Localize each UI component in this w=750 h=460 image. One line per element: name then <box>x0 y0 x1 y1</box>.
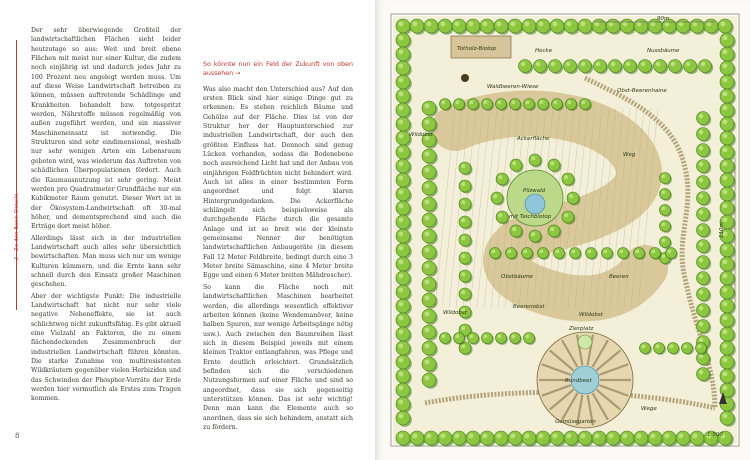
label-wildobst-left: Wildobst <box>409 132 433 138</box>
running-head: 2 · Zu den Basis-Details <box>14 193 20 260</box>
paragraph: Allerdings lässt sich in der industriellen Landwirtschaft auch alles sehr übersichtlich bewirtschaften. Man muss sich nur um wenige Kulturen kümmern, und die Ernte kann sehr schnell durch den Einsatz großer Maschinen geschehen. <box>31 234 181 289</box>
zierplatz-icon <box>578 335 592 349</box>
label-top-dimension: 90m <box>657 16 670 22</box>
label-teichbiotop: mit Teichbiotop <box>509 214 552 220</box>
label-pilzwald: Pilzwald <box>523 188 546 194</box>
paragraph: Was also macht den Unterschied aus? Auf den ersten Blick sind hier einige Dinge gut zu erkennen: Es stehen reichlich Bäume und Gehölze auf der Fläche. Dies ist von der Struktur her der Hauptunterschied zur industriellen Landwirtschaft, der auch den größten Einfluss hat. Dennoch sind genug Lücken vorhanden, sodass die Bodenebene noch ausreichend Licht hat und der Anbau von einjährigen Feldfrüchten nicht behindert wird. Auch ist alles in einer bestimmten Form angeordnet und folgt klaren Hintergrundgedanken. Die Ackerfläche schlängelt sich beispielsweise als durchgehende Fläche durch die gesamte Anlage und ist so breit wie der kleinste gemeinsame Nenner der benötigten landwirtschaftlichen Anbaugeräte (in diesem Fall 12 Meter Feldbreite, bedingt durch eine 3 Meter breite Sämaschine, eine 4 Meter breite Egge und einen 6 Meter breiten Mähdrescher). <box>203 85 353 280</box>
label-weg-top: Weg <box>623 152 636 158</box>
garden-plan-illustration <box>385 8 745 452</box>
label-beeren: Beeren <box>609 274 629 280</box>
stump-icon <box>461 74 469 82</box>
paragraph: So kann die Fläche noch mit landwirtschaftlichen Maschinen bearbeitet werden, die allerdings wesentlich effektiver arbeiten können (keine Wendemanöver, keine halben Spuren, nur wenige Arbeitsgänge nötig usw.). Auch zwischen den Baumreihen lässt sich in diesem Beispiel jeweils mit einem kleinen Traktor entlangfahren, was Pflege und Ernte deutlich erleichtert. Grundsätzlich befinden sich die verschiedenen Nutzungsformen auf einer Fläche und sind so angeordnet, dass sie sich gegenseitig unterstützen können. Das ist sehr wichtig! Denn man kann die Elemente auch so anordnen, dass sie sich behindern, anstatt sich zu fördern. <box>203 283 353 431</box>
label-hecke: Hecke <box>535 48 553 54</box>
label-totholz: Totholz-Biotop <box>457 46 497 52</box>
running-head-rule <box>16 40 17 310</box>
label-ackerflaeche: Ackerfläche <box>517 136 550 142</box>
label-gemuesegarten: Gemüsegarten <box>555 419 596 425</box>
garden-plan-svg <box>385 8 745 452</box>
label-wildobst-mid: Wildobst <box>443 310 467 316</box>
label-obst-beeren: Obst-Beerenhaine <box>617 88 667 94</box>
label-zierplatz: Zierplatz <box>569 326 594 332</box>
label-scale: 1:500 <box>707 432 723 438</box>
paragraph: Aber der wichtigste Punkt: Die industrielle Landwirtschaft hat nicht nur sehr viele negative Nebeneffekte, sie ist auch schlichtweg nicht zukunftsfähig. Es gibt aktuell eine Vielzahl an Faktoren, die zu einem flächendeckenden Zusammenbruch der industriellen Landwirtschaft führen könnten. Die starke Zunahme von multiresistenten Wildkräutern gegenüber vielen Herbiziden und das Schwinden der Phosphor-Vorräte der Erde werden hier vermutlich als Erstes zum Tragen kommen. <box>31 292 181 403</box>
text-column-left <box>31 26 181 404</box>
page-number: 8 <box>15 432 20 440</box>
pond-icon <box>525 194 545 214</box>
label-wege: Wege <box>641 406 657 412</box>
label-nussbaeume: Nussbäume <box>647 48 680 54</box>
teaser-text: So könnte nun ein Feld der Zukunft von oben aussehen → <box>203 61 353 78</box>
label-wildobst-right: Wildobst <box>579 312 603 318</box>
label-obstbaeume: Obstbäume <box>501 274 533 280</box>
label-waldbeeren: Waldbeeren-Wiese <box>487 84 539 90</box>
label-side-dimension: 110m <box>719 222 725 238</box>
right-page <box>375 0 750 460</box>
label-beerenobst: Beerenobst <box>513 304 545 310</box>
paragraph: Der sehr überwiegende Großteil der landwirtschaftlichen Flächen sieht leider heutzutage so aus: Weit und breit ebene Flächen mit meist nur einer Kultur, die zudem noch einjährig ist und dadurch jedes Jahr zu 100 Prozent neu angelegt werden muss. Um auf diese Weise Landwirtschaft betreiben zu können, müssen auftretende Schädlinge und Krankheiten behandelt bzw. totgespritzt werden, Nährstoffe müssen regelmäßig von außen zugeführt werden, und ein massiver Maschineneinsatz ist notwendig. Die Strukturen sind sehr eindimensional, weshalb nur sehr wenigen Arten ein Lebensraum geboten wird, was wiederum das Auftreten von schädlichen Überpopulationen fördert. Auch die Raumausnutzung ist sehr gering. Meist werden pro Quadratmeter Grundfläche nur ein Kubikmeter Raum genutzt. Dieser Wert ist in der Ökosystem-Landwirtschaft oft 30-mal höher, und dementsprechend sind auch die Erträge dort meist höher. <box>31 27 181 231</box>
label-rundbeet: Rundbeet <box>565 378 592 384</box>
text-column-right <box>203 60 353 432</box>
